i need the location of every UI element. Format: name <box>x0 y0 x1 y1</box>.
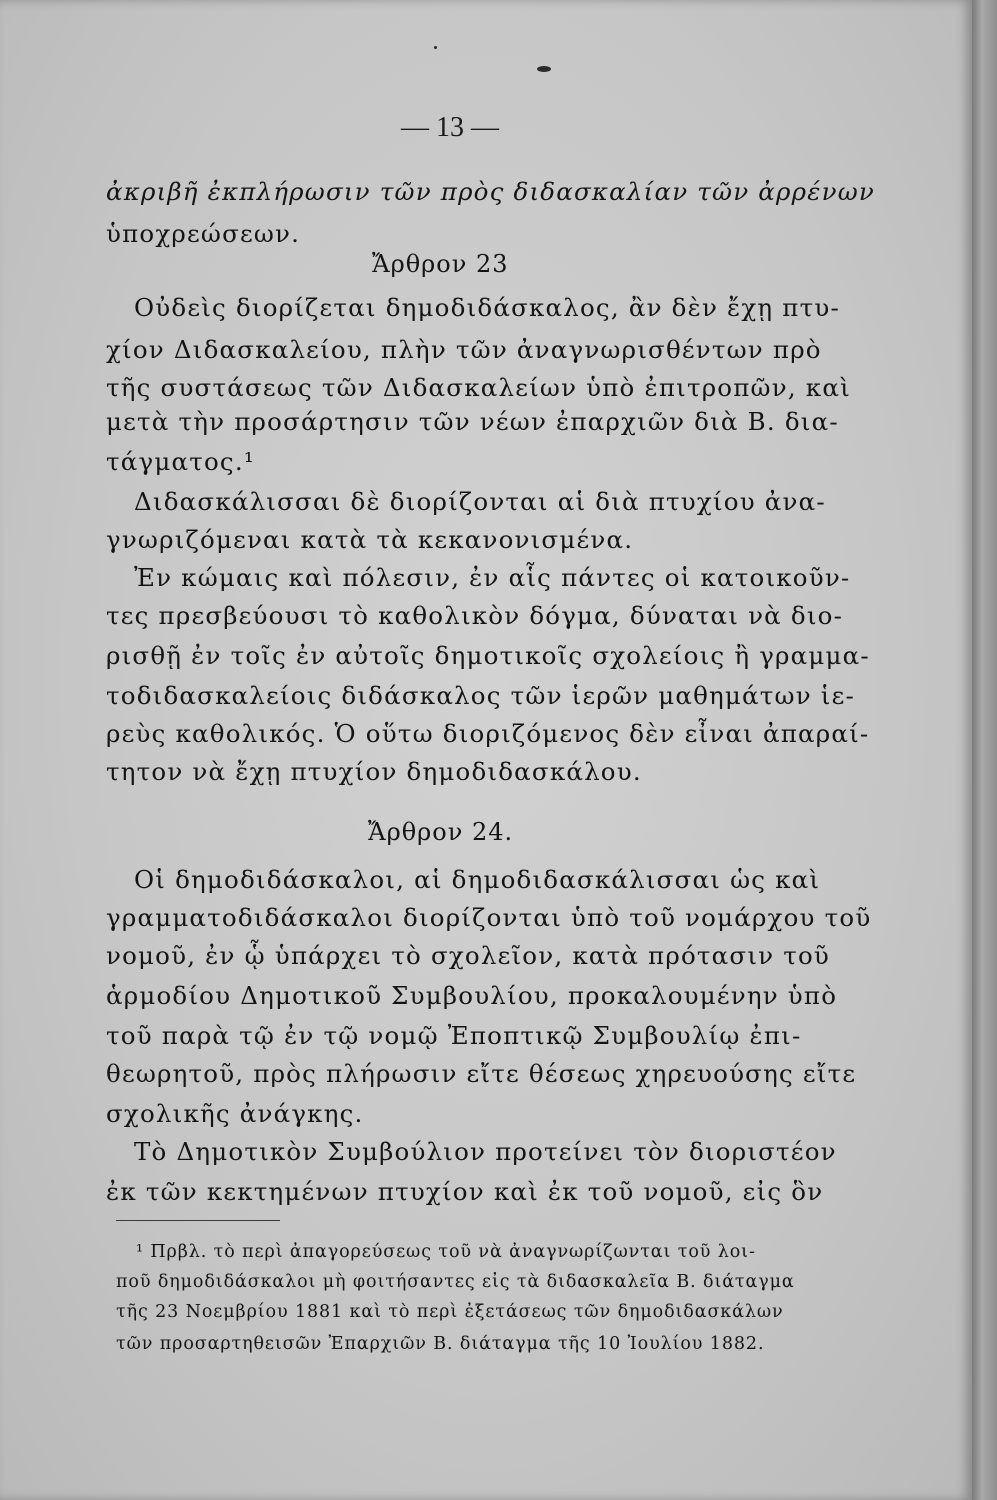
footnote-line: ¹ Πρβλ. τὸ περὶ ἀπαγορεύσεως τοῦ νὰ ἀναγνωρίζωνται τοῦ λοι- <box>136 1242 756 1262</box>
body-line: ἁρμοδίου Δημοτικοῦ Συμβουλίου, προκαλουμένην ὑπὸ <box>106 981 838 1010</box>
body-line: Οἱ δημοδιδάσκαλοι, αἱ δημοδιδασκάλισσαι ὡς καὶ <box>134 865 821 894</box>
footnote-rule <box>116 1220 280 1221</box>
body-line: νομοῦ, ἐν ᾧ ὑπάρχει τὸ σχολεῖον, κατὰ πρότασιν τοῦ <box>106 941 831 970</box>
body-line: θεωρητοῦ, πρὸς πλήρωσιν εἴτε θέσεως χηρευούσης εἴτε <box>106 1059 857 1088</box>
body-line: ἐκ τῶν κεκτημένων πτυχίον καὶ ἐκ τοῦ νομοῦ, εἰς ὃν <box>106 1177 824 1206</box>
body-line: χίον Διδασκαλείου, πλὴν τῶν ἀναγνωρισθέντων πρὸ <box>106 335 822 364</box>
body-line: μετὰ τὴν προσάρτησιν τῶν νέων ἐπαρχιῶν διὰ Β. δια- <box>106 407 839 436</box>
body-line: ἀκριβῆ ἐκπλήρωσιν τῶν πρὸς διδασκαλίαν τῶν ἀρρένων <box>106 177 875 206</box>
footnote-line: τῶν προσαρτηθεισῶν Ἐπαρχιῶν Β. διάταγμα τῆς 10 Ἰουλίου 1882. <box>116 1334 765 1354</box>
body-line: Διδασκάλισσαι δὲ διορίζονται αἱ διὰ πτυχίου ἀνα- <box>134 487 826 516</box>
body-line: ὑποχρεώσεων. <box>106 219 301 248</box>
article-24-heading: Ἄρθρον 24. <box>368 818 514 846</box>
body-line: τῆς συστάσεως τῶν Διδασκαλείων ὑπὸ ἐπιτροπῶν, καὶ <box>106 373 851 402</box>
body-line: τητον νὰ ἔχῃ πτυχίον δημοδιδασκάλου. <box>106 757 642 786</box>
footnote-line: τῆς 23 Νοεμβρίου 1881 καὶ τὸ περὶ ἐξετάσεως τῶν δημοδιδασκάλων <box>116 1302 784 1322</box>
body-line: ρισθῇ ἐν τοῖς ἐν αὐτοῖς δημοτικοῖς σχολείοις ἢ γραμμα- <box>106 641 870 670</box>
body-line: ρεὺς καθολικός. Ὁ οὕτω διοριζόμενος δὲν εἶναι ἀπαραί- <box>106 719 870 748</box>
body-line: Ἐν κώμαις καὶ πόλεσιν, ἐν αἷς πάντες οἱ κατοικοῦν- <box>134 563 851 592</box>
body-line: γνωριζόμεναι κατὰ τὰ κεκανονισμένα. <box>106 525 634 554</box>
body-line: γραμματοδιδάσκαλοι διορίζονται ὑπὸ τοῦ νομάρχου τοῦ <box>106 903 872 932</box>
body-line: τοῦ παρὰ τῷ ἐν τῷ νομῷ Ἐποπτικῷ Συμβουλίῳ ἐπι- <box>106 1021 802 1050</box>
footnote-line: ποῦ δημοδιδάσκαλοι μὴ φοιτήσαντες εἰς τὰ διδασκαλεῖα Β. διάταγμα <box>116 1272 795 1292</box>
page-edge <box>972 0 997 1500</box>
body-line: Οὐδεὶς διορίζεται δημοδιδάσκαλος, ἂν δὲν ἔχῃ πτυ- <box>134 293 840 322</box>
body-line: σχολικῆς ἀνάγκης. <box>106 1099 364 1128</box>
body-line: τάγματος.¹ <box>106 447 255 476</box>
body-line: τες πρεσβεύουσι τὸ καθολικὸν δόγμα, δύναται νὰ διο- <box>106 601 844 630</box>
page-number: — 13 — <box>401 112 499 143</box>
body-line: τοδιδασκαλείοις διδάσκαλος τῶν ἱερῶν μαθημάτων ἱε- <box>106 681 855 710</box>
article-23-heading: Ἄρθρον 23 <box>372 250 509 278</box>
body-line: Τὸ Δημοτικὸν Συμβούλιον προτείνει τὸν διοριστέον <box>134 1137 837 1166</box>
